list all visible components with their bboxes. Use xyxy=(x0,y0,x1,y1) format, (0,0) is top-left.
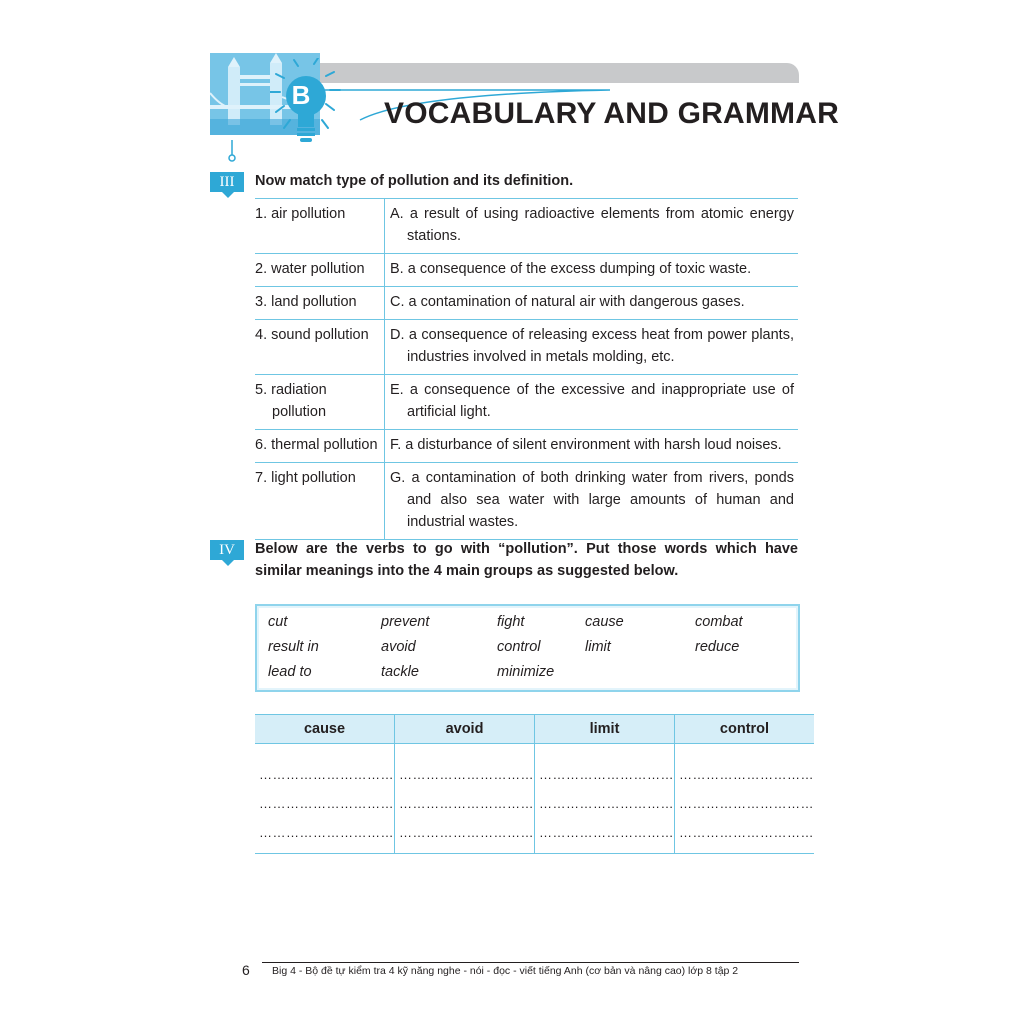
word-item: avoid xyxy=(381,639,416,655)
pollution-type: 6. thermal pollution xyxy=(255,437,378,453)
word-item: lead to xyxy=(268,664,312,680)
exercise-3-number: III xyxy=(210,172,244,192)
definition: E. a consequence of the excessive and inappropriate use of artificial light. xyxy=(390,382,794,420)
answer-line[interactable]: ………………………… xyxy=(399,825,534,840)
table-row xyxy=(255,463,798,540)
word-item: tackle xyxy=(381,664,419,680)
pollution-type: 5. radiation pollution xyxy=(255,382,327,420)
definition: D. a consequence of releasing excess heat from power plants, industries involved in metals molding, etc. xyxy=(390,327,794,365)
answer-cell[interactable] xyxy=(395,744,535,854)
pollution-type: 1. air pollution xyxy=(255,206,346,222)
footer-rule xyxy=(262,962,799,963)
definition: F. a disturbance of silent environment with harsh loud noises. xyxy=(390,437,782,453)
pollution-type: 2. water pollution xyxy=(255,261,365,277)
answer-line[interactable]: ………………………… xyxy=(259,825,394,840)
answer-line[interactable]: ………………………… xyxy=(679,796,814,811)
answer-line[interactable]: ………………………… xyxy=(539,767,674,782)
column-header-avoid: avoid xyxy=(395,715,535,744)
exercise-3-instruction: Now match type of pollution and its definition. xyxy=(255,173,574,189)
table-row xyxy=(255,287,798,320)
word-item: fight xyxy=(497,614,525,630)
definition: A. a result of using radioactive elements from atomic energy stations. xyxy=(390,206,794,244)
word-item: limit xyxy=(585,639,611,655)
word-item: control xyxy=(497,639,541,655)
word-item: combat xyxy=(695,614,743,630)
word-item: cut xyxy=(268,614,288,630)
answer-cell[interactable] xyxy=(535,744,675,854)
word-box xyxy=(255,604,800,692)
answer-line[interactable]: ………………………… xyxy=(399,767,534,782)
column-header-limit: limit xyxy=(535,715,675,744)
word-item: cause xyxy=(585,614,624,630)
table-row xyxy=(255,375,798,430)
answer-line[interactable]: ………………………… xyxy=(679,767,814,782)
definition: G. a contamination of both drinking water from rivers, ponds and also sea water with large amounts of human and industrial wastes. xyxy=(390,470,794,530)
pollution-type: 3. land pollution xyxy=(255,294,357,310)
answer-cell[interactable] xyxy=(675,744,815,854)
footer-text: Big 4 - Bộ đề tự kiểm tra 4 kỹ năng nghe - nói - đọc - viết tiếng Anh (cơ bản và nâng cao) lớp 8 tập 2 xyxy=(272,965,739,977)
pollution-type: 7. light pollution xyxy=(255,470,356,486)
exercise-4-instruction: Below are the verbs to go with “pollution”. Put those words which have similar meanings into the 4 main groups as suggested below. xyxy=(255,541,798,579)
table-row xyxy=(255,254,798,287)
word-item: prevent xyxy=(381,614,430,630)
answer-line[interactable]: ………………………… xyxy=(399,796,534,811)
definition: C. a contamination of natural air with dangerous gases. xyxy=(390,294,745,310)
column-header-cause: cause xyxy=(255,715,395,744)
table-row xyxy=(255,199,798,254)
answer-line[interactable]: ………………………… xyxy=(259,796,394,811)
word-item: reduce xyxy=(695,639,740,655)
matching-table xyxy=(255,198,798,540)
exercise-4-number: IV xyxy=(210,540,244,560)
page-number: 6 xyxy=(242,962,250,978)
word-item: result in xyxy=(268,639,319,655)
section-letter: B xyxy=(291,80,311,110)
table-row xyxy=(255,430,798,463)
pollution-type: 4. sound pollution xyxy=(255,327,369,343)
answer-table xyxy=(255,714,814,854)
answer-line[interactable]: ………………………… xyxy=(539,796,674,811)
word-item: minimize xyxy=(497,664,555,680)
section-title: VOCABULARY AND GRAMMAR xyxy=(384,97,839,130)
answer-line[interactable]: ………………………… xyxy=(259,767,394,782)
answer-line[interactable]: ………………………… xyxy=(679,825,814,840)
column-header-control: control xyxy=(675,715,815,744)
answer-cell[interactable] xyxy=(255,744,395,854)
definition: B. a consequence of the excess dumping of toxic waste. xyxy=(390,261,752,277)
table-row xyxy=(255,320,798,375)
answer-line[interactable]: ………………………… xyxy=(539,825,674,840)
